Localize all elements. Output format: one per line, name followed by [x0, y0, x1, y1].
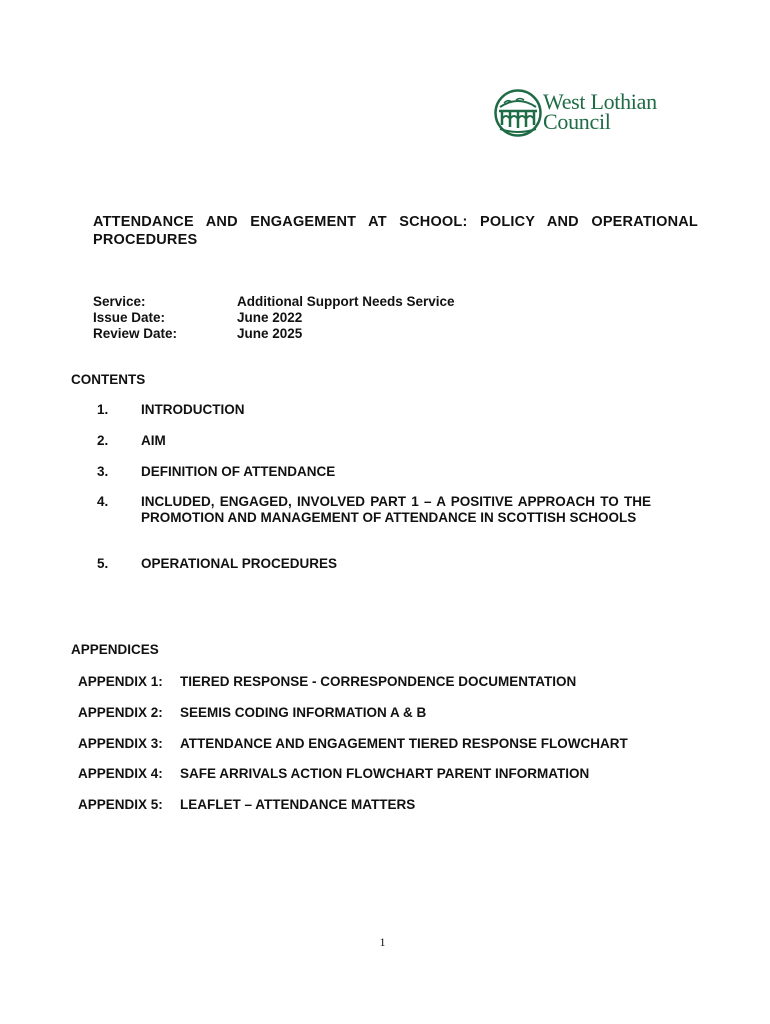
- toc-item: [97, 464, 651, 480]
- appendix-item: [78, 766, 589, 782]
- appendix-number: APPENDIX 2:: [78, 705, 163, 720]
- council-name-line2: Council: [543, 109, 611, 134]
- toc-item: [97, 433, 651, 449]
- document-title: ATTENDANCE AND ENGAGEMENT AT SCHOOL: POLICY AND OPERATIONAL PROCEDURES: [93, 214, 698, 248]
- meta-value: Additional Support Needs Service: [237, 294, 455, 309]
- meta-row-issue-date: [93, 310, 455, 326]
- council-name-line1: West Lothian: [543, 89, 657, 114]
- appendix-item: [78, 736, 628, 752]
- toc-number: 2.: [97, 433, 109, 448]
- toc-text: DEFINITION OF ATTENDANCE: [141, 464, 336, 479]
- toc-text: INCLUDED, ENGAGED, INVOLVED PART 1 – A POSITIVE APPROACH TO THE PROMOTION AND MANAGEMENT OF ATTENDANCE IN SCOTTISH SCHOOLS: [141, 494, 651, 525]
- appendix-text: ATTENDANCE AND ENGAGEMENT TIERED RESPONSE FLOWCHART: [180, 736, 628, 751]
- council-name: [543, 89, 657, 134]
- toc-item: [97, 402, 651, 418]
- appendix-item: [78, 797, 415, 813]
- meta-label: Review Date:: [93, 326, 178, 341]
- toc-text: OPERATIONAL PROCEDURES: [141, 556, 338, 571]
- appendices-heading: APPENDICES: [71, 642, 159, 657]
- toc-item: [97, 556, 651, 572]
- toc-number: 4.: [97, 494, 109, 509]
- toc-number: 3.: [97, 464, 109, 479]
- toc-number: 5.: [97, 556, 109, 571]
- appendix-number: APPENDIX 4:: [78, 766, 163, 781]
- appendix-item: [78, 705, 426, 721]
- viaduct-emblem-icon: [494, 89, 542, 137]
- appendix-number: APPENDIX 1:: [78, 674, 163, 689]
- appendix-text: SEEMIS CODING INFORMATION A & B: [180, 705, 427, 720]
- meta-row-service: [93, 294, 455, 310]
- page-number: 1: [379, 935, 386, 949]
- toc-text: INTRODUCTION: [141, 402, 245, 417]
- appendix-number: APPENDIX 5:: [78, 797, 163, 812]
- toc-item: [97, 494, 651, 526]
- toc-number: 1.: [97, 402, 109, 417]
- council-logo: [494, 89, 684, 137]
- document-meta: [93, 294, 455, 342]
- meta-value: June 2025: [237, 326, 303, 341]
- meta-label: Issue Date:: [93, 310, 166, 325]
- meta-label: Service:: [93, 294, 146, 309]
- meta-row-review-date: [93, 326, 455, 342]
- toc-text: AIM: [141, 433, 166, 448]
- contents-heading: CONTENTS: [71, 372, 146, 387]
- appendix-number: APPENDIX 3:: [78, 736, 163, 751]
- meta-value: June 2022: [237, 310, 303, 325]
- appendix-item: [78, 674, 576, 690]
- appendix-text: LEAFLET – ATTENDANCE MATTERS: [180, 797, 416, 812]
- appendix-text: SAFE ARRIVALS ACTION FLOWCHART PARENT INFORMATION: [180, 766, 590, 781]
- appendix-text: TIERED RESPONSE - CORRESPONDENCE DOCUMENTATION: [180, 674, 577, 689]
